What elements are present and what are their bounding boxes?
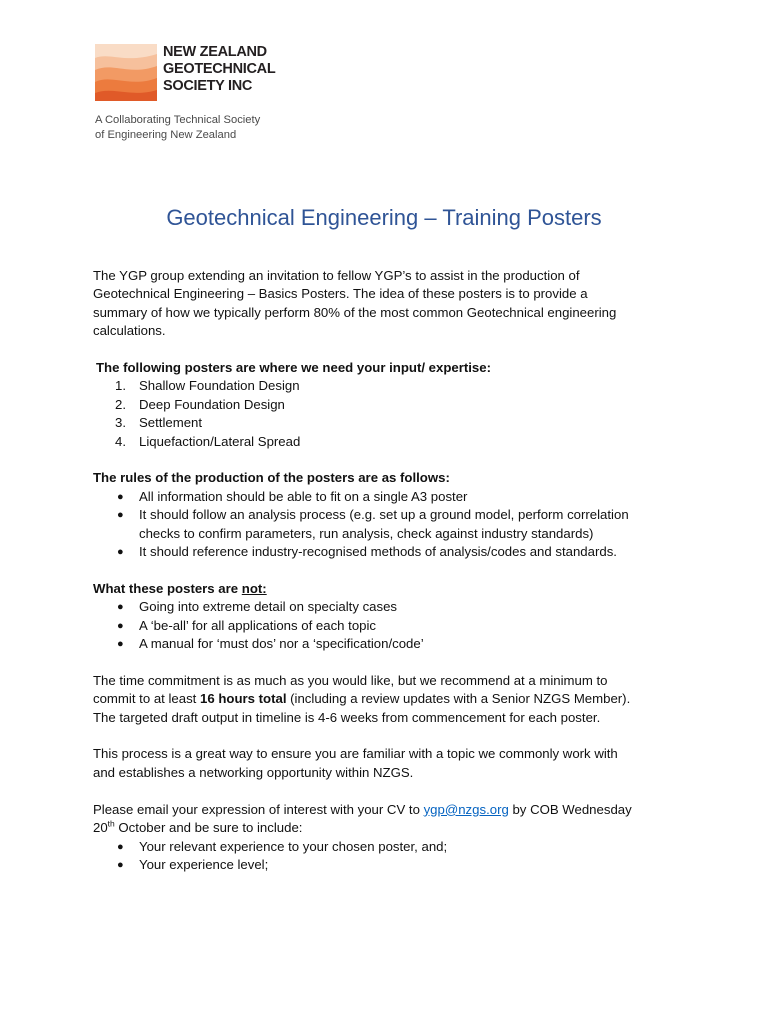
list-item (93, 433, 693, 451)
include-list (93, 838, 693, 875)
bullet-icon: ● (117, 601, 124, 614)
list-item-text: All information should be able to fit on a single A3 poster (139, 488, 468, 504)
bullet-icon: ● (117, 546, 124, 559)
list-item (93, 543, 693, 561)
time-line-bold: 16 hours total (200, 691, 287, 707)
list-item-text: Shallow Foundation Design (139, 378, 300, 394)
email-date-num: 20 (93, 820, 108, 836)
not-heading (93, 580, 693, 598)
list-item (93, 635, 693, 653)
logo-name-line: GEOTECHNICAL (163, 61, 276, 77)
intro-line: The YGP group extending an invitation to fellow YGP’s to assist in the production of (93, 268, 580, 283)
list-number: 4. (115, 433, 126, 449)
logo-name-line: SOCIETY INC (163, 78, 253, 94)
list-item (93, 414, 693, 432)
bullet-icon: ● (117, 638, 124, 651)
intro-line: calculations. (93, 323, 166, 339)
process-line: and establishes a networking opportunity within NZGS. (93, 764, 414, 780)
nzgs-logo (95, 44, 295, 144)
intro-line: Geotechnical Engineering – Basics Posters. The idea of these posters is to provide a (93, 286, 588, 302)
logo-name-line: NEW ZEALAND (163, 44, 267, 60)
intro-paragraph (93, 267, 693, 341)
email-date-sup: th (107, 818, 115, 829)
list-item (93, 396, 693, 414)
time-line-prefix: commit to at least (93, 691, 201, 707)
list-number: 1. (115, 378, 126, 394)
list-item (93, 617, 693, 635)
process-paragraph (93, 745, 693, 782)
list-item (93, 856, 693, 874)
nzgs-logo-mark-icon (95, 44, 157, 101)
logo-tagline-line: A Collaborating Technical Society (95, 114, 261, 126)
posters-list (93, 377, 693, 451)
email-date-rest: October and be sure to include: (114, 820, 303, 836)
time-line: The targeted draft output in timeline is 4-6 weeks from commencement for each poster. (93, 709, 601, 725)
list-number: 2. (115, 396, 126, 412)
list-item-text: It should reference industry-recognised methods of analysis/codes and standards. (139, 544, 617, 560)
list-item-text: Deep Foundation Design (139, 396, 285, 412)
not-list (93, 598, 693, 653)
list-item (93, 377, 693, 395)
bullet-icon: ● (117, 490, 124, 503)
list-item-text: It should follow an analysis process (e.g. set up a ground model, perform correlation (139, 507, 629, 523)
not-heading-prefix: What these posters are (93, 580, 242, 596)
posters-heading: The following posters are where we need your input/ expertise: (96, 360, 491, 376)
email-paragraph (93, 801, 693, 838)
email-link[interactable]: ygp@nzgs.org (423, 801, 509, 817)
list-item-text: Liquefaction/Lateral Spread (139, 433, 301, 449)
email-prefix: Please email your expression of interest with your CV to (93, 801, 424, 817)
list-item-text: A ‘be-all’ for all applications of each topic (139, 617, 377, 633)
list-number: 3. (115, 415, 126, 431)
not-heading-underlined: not: (241, 580, 267, 596)
bullet-icon: ● (117, 619, 124, 632)
list-item-text: Your relevant experience to your chosen poster, and; (139, 838, 448, 854)
list-item (93, 838, 693, 856)
time-paragraph (93, 672, 693, 727)
logo-society-name (163, 44, 275, 95)
document-body (93, 267, 693, 874)
logo-tagline-line: of Engineering New Zealand (95, 129, 237, 141)
document-title: Geotechnical Engineering – Training Posters (166, 205, 602, 230)
list-item-text: Your experience level; (139, 856, 269, 872)
list-item-text: Going into extreme detail on specialty cases (139, 599, 398, 615)
bullet-icon: ● (117, 840, 124, 853)
bullet-icon: ● (117, 509, 124, 522)
logo-tagline (95, 113, 260, 143)
email-suffix: by COB Wednesday (508, 801, 632, 817)
list-item (93, 488, 693, 506)
process-line: This process is a great way to ensure you are familiar with a topic we commonly work with (93, 746, 618, 762)
bullet-icon: ● (117, 858, 124, 871)
time-line: The time commitment is as much as you would like, but we recommend at a minimum to (93, 672, 608, 688)
rules-heading: The rules of the production of the posters are as follows: (93, 470, 450, 486)
list-item (93, 506, 693, 543)
list-item-text: A manual for ‘must dos’ nor a ‘specification/code’ (139, 636, 424, 652)
list-item (93, 598, 693, 616)
intro-line: summary of how we typically perform 80% of the most common Geotechnical engineering (93, 304, 617, 320)
list-item-text: Settlement (139, 415, 203, 431)
time-line-suffix: (including a review updates with a Senior NZGS Member). (286, 691, 631, 707)
rules-list (93, 488, 693, 562)
list-item-text: checks to confirm parameters, run analysis, check against industry standards) (139, 525, 594, 541)
